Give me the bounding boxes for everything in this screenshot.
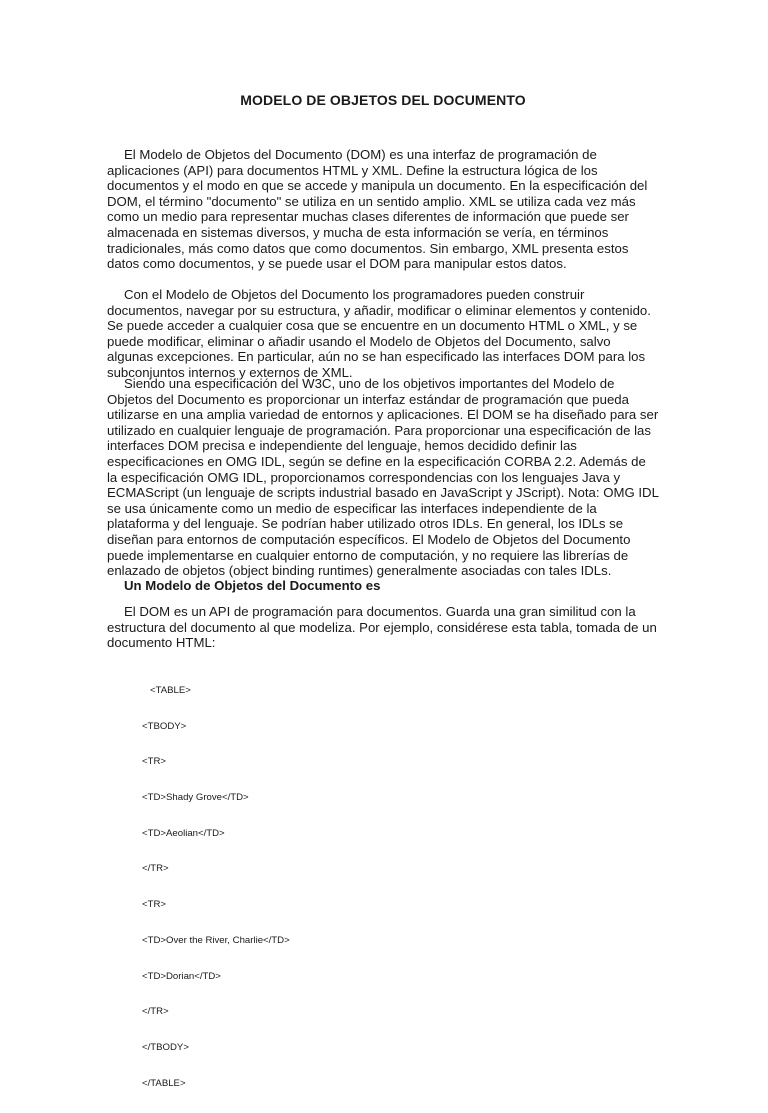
page-title: MODELO DE OBJETOS DEL DOCUMENTO: [240, 92, 526, 108]
code-line: <TBODY>: [142, 720, 187, 732]
section-subheading: Un Modelo de Objetos del Documento es: [124, 578, 381, 593]
code-line: </TR>: [142, 863, 169, 875]
code-line: </TBODY>: [142, 1042, 189, 1053]
html-code-block: [142, 661, 290, 1113]
paragraph-w3c: Siendo una especificación del W3C, uno de los objetivos importantes del Modelo de Objetos del Documento es proporcionar un interfaz estándar de programación que pueda utilizarse en una amplia variedad de entornos y aplicaciones. El DOM se ha diseñado para ser utilizado en cualquier lenguaje de programación. Para proporcionar una especificación de las interfaces DOM precisa e independiente del lenguaje, hemos decidido definir las especificaciones en OMG IDL, según se define en la especificación CORBA 2.2. Además de la especificación OMG IDL, proporcionamos correspondencias con los lenguajes Java y ECMAScript (un lenguaje de scripts industrial basado en JavaScript y JScript). Nota: OMG IDL se usa únicamente como un medio de especificar las interfaces independiente de la plataforma y del lenguaje. Se podrían haber utilizado otros IDLs. En general, los IDLs se diseñan para entornos de computación específicos. El Modelo de Objetos del Documento puede implementarse en cualquier entorno de computación, y no requiere las librerías de enlazado de objetos (object binding runtimes) generalmente asociadas con tales IDLs.: [107, 376, 659, 579]
code-line: <TR>: [142, 756, 166, 768]
code-line: <TD>Shady Grove</TD>: [142, 791, 249, 803]
code-line: <TR>: [142, 899, 166, 911]
code-line: <TABLE>: [142, 684, 191, 696]
code-line: <TD>Over the River, Charlie</TD>: [142, 934, 290, 946]
code-line: </TABLE>: [142, 1077, 186, 1089]
paragraph-dom-api: El DOM es un API de programación para documentos. Guarda una gran similitud con la estructura del documento al que modeliza. Por ejemplo, considérese esta tabla, tomada de un documento HTML:: [107, 604, 657, 651]
code-line: <TD>Aeolian</TD>: [142, 827, 225, 839]
code-line: <TD>Dorian</TD>: [142, 970, 221, 982]
code-line: </TR>: [142, 1006, 169, 1018]
paragraph-intro: El Modelo de Objetos del Documento (DOM) es una interfaz de programación de aplicaciones (API) para documentos HTML y XML. Define la estructura lógica de los documentos y el modo en que se accede y manipula un documento. En la especificación del DOM, el término "documento" se utiliza en un sentido amplio. XML se utiliza cada vez más como un medio para representar muchas clases diferentes de información que puede ser almacenada en sistemas diversos, y mucha de esta información se vería, en términos tradicionales, más como datos que como documentos. Sin embargo, XML presenta estos datos como documentos, y se puede usar el DOM para manipular estos datos.: [107, 147, 648, 272]
paragraph-programmers: Con el Modelo de Objetos del Documento los programadores pueden construir documentos, navegar por su estructura, y añadir, modificar o eliminar elementos y contenido. Se puede acceder a cualquier cosa que se encuentre en un documento HTML o XML, y se puede modificar, eliminar o añadir usando el Modelo de Objetos del Documento, salvo algunas excepciones. En particular, aún no se han especificado las interfaces DOM para los subconjuntos internos y externos de XML.: [107, 287, 651, 380]
